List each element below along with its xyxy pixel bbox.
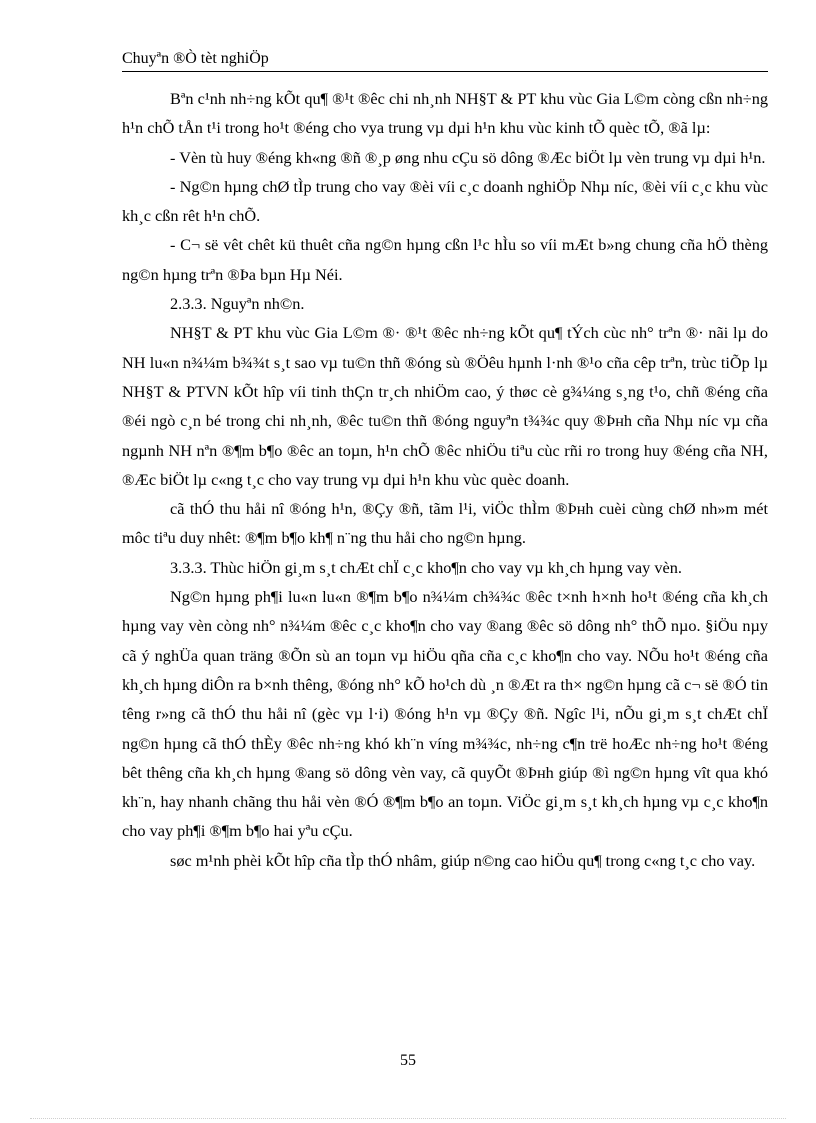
paragraph: - C¬ së vêt chêt kü thuêt cña ng©n hµng cßn l¹c hÌu so víi mÆt b»ng chung cña hÖ thèng ng©n hµng trªn ®Þа bµn Hµ Néi. bbox=[122, 235, 768, 284]
paragraph: søc m¹nh phèi kÕt hîp cña tÌp thÓ nhâm, giúp n©ng cao hiÖu qu¶ trong c«ng t¸c cho vay. bbox=[170, 850, 756, 870]
paragraph: cã thÓ thu håi nî ®óng h¹n, ®Çy ®ñ, tãm l¹i, viÖc thÌm ®Þнh cuèi cùng chØ nh»m mét môc tiªu duy nhêt: ®¶m b¶o kh¶ n¨ng thu håi cho ng©n hµng. bbox=[122, 499, 768, 548]
section-heading: 2.3.3. Nguyªn nh©n. bbox=[170, 294, 305, 314]
paragraph: - Ng©n hµng chØ tÌp trung cho vay ®èi víi c¸c doanh nghiÖp Nhµ níc, ®èi víi c¸c khu vùc kh¸c cßn rêt h¹n chÕ. bbox=[122, 176, 768, 226]
section-heading: 3.3.3. Thùc hiÖn gi¸m s¸t chÆt chÏ c¸c kho¶n cho vay vµ kh¸ch hµng vay vèn. bbox=[170, 557, 682, 577]
document-body bbox=[122, 84, 768, 875]
paragraph: Ng©n hµng ph¶i lu«n lu«n ®¶m b¶o n¾¼m ch¾¾c ®êc t×nh h×nh ho¹t ®éng cña kh¸ch hµng vay vèn còng nh° n¾¼m ®êc c¸c kho¶n cho vay ®ang ®êc sö dông nh° thÕ nµo. §iÖu nµy cã ý nghÜa quan träng ®Õn sù an toµn vµ hiÖu qña cña c¸c kho¶n cho vay. NÕu ho¹t ®éng cña kh¸ch hµng diÔn ra b×nh thêng, ®óng nh° kÕ ho¹ch dù ¸n ®Æt ra th× ng©n hµng cã c¬ së ®Ó tin têng r»ng cã thÓ thu håi nî (gèc vµ l·i) ®óng h¹n vµ ®Çy ®ñ. Ngîc l¹i, nÕu gi¸m s¸t chÆt chÏ ng©n hµng cã thÓ thÈy ®êc nh÷ng khó kh¨n víng m¾¾c, nh÷ng c¶n trë hoÆc nh÷ng ho¹t ®éng bêt thêng cña kh¸ch hµng ®ang sö dông vèn vay, cã quyÕt ®Þнh giúp ®ì ng©n hµng vît qua khó kh¨n, hay nhanh chãng thu håi vèn ®Ó ®¶m b¶o an toµn. ViÖc gi¸m s¸t kh¸ch hµng vµ c¸c kho¶n cho vay ph¶i ®¶m b¶o hai yªu cÇu. bbox=[122, 587, 768, 841]
paragraph: NH§T & PT khu vùc Gia L©m ®· ®¹t ®êc nh÷ng kÕt qu¶ tÝch cùc nh° trªn ®· nãi lµ do NH lu«n n¾¼m b¾¾t s¸t sao vµ tu©n thñ ®óng sù ®Öêu hµnh l·nh ®¹o cña cêp trªn, trùc tiÕp lµ NH§T & PTVN kÕt hîp víi tinh thÇn tr¸ch nhiÖm cao, ý thøc cè g¾¼ng s¸ng t¹o, chñ ®éng cña ®éi ngò c¸n bé trong chi nh¸nh, ®êc tu©n thñ ®óng nguyªn t¾¾c quy ®Þнh cña Nhµ níc vµ cña ngµnh NH nªn ®¶m b¶o ®êc an toµn, h¹n chÕ ®êc nhiÖu tiªu cùc rñi ro trong huy ®éng cña NH, ®Æc biÖt lµ c«ng t¸c cho vay trung vµ dµi h¹n khu vùc quèc doanh. bbox=[122, 323, 768, 489]
paragraph: - Vèn tù huy ®éng kh«ng ®ñ ®¸p øng nhu cÇu sö dông ®Æc biÖt lµ vèn trung vµ dµi h¹n. bbox=[170, 147, 766, 167]
header-rule bbox=[122, 71, 768, 72]
running-header: Chuyªn ®Ò tèt nghiÖp bbox=[122, 50, 269, 67]
page-number: 55 bbox=[400, 1052, 416, 1069]
page-bottom-border bbox=[30, 1118, 786, 1119]
paragraph: Bªn c¹nh nh÷ng kÕt qu¶ ®¹t ®êc chi nh¸nh NH§T & PT khu vùc Gia L©m còng cßn nh÷ng h¹n chÕ tÅn t¹i trong ho¹t ®éng cho vya trung vµ dµi h¹n khu vùc kinh tÕ quèc tÕ, ®ã lµ: bbox=[122, 89, 768, 138]
